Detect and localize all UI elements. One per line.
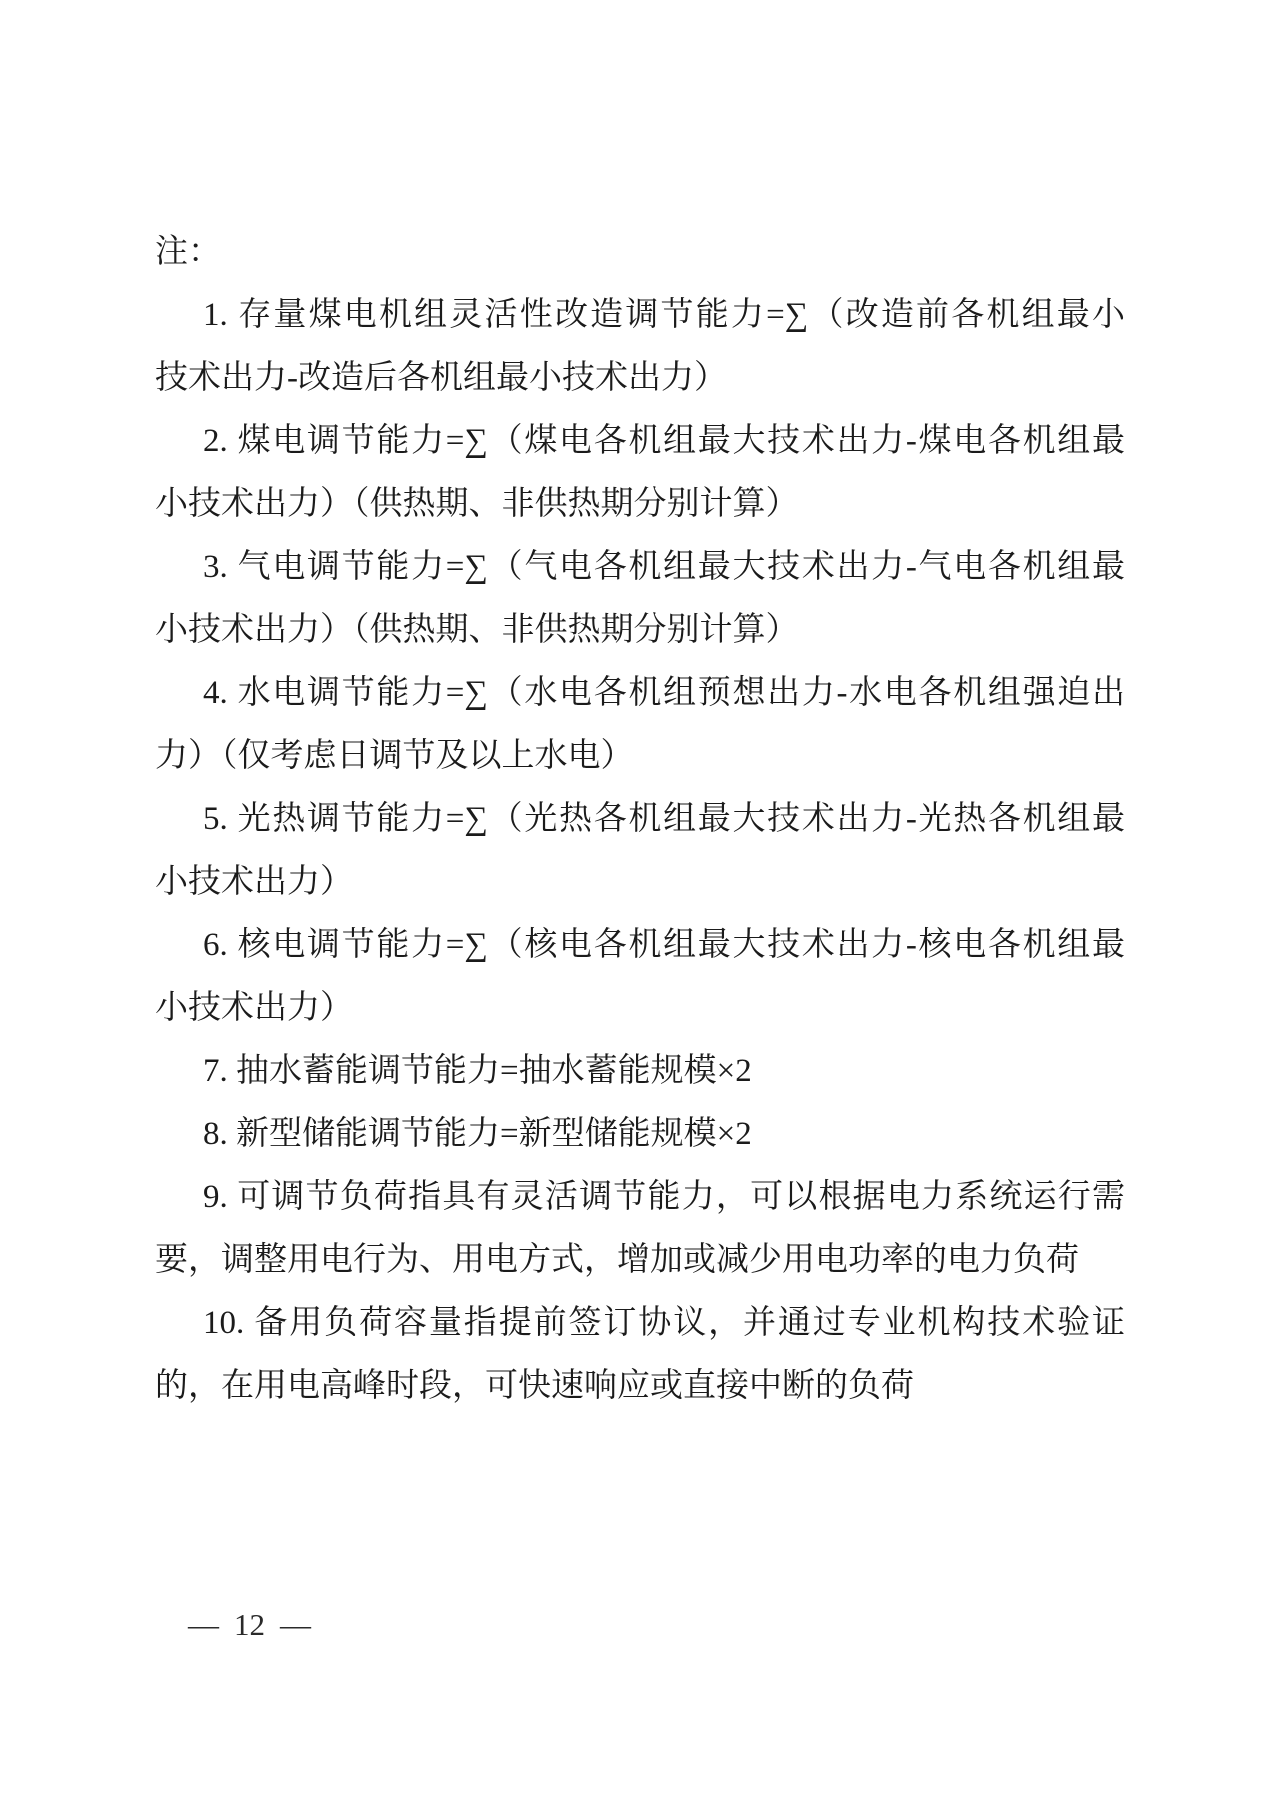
- page-number-value: 12: [234, 1607, 265, 1642]
- text-line: 小技术出力）: [155, 864, 353, 900]
- text-line: 小技术出力）: [155, 990, 353, 1026]
- text-line: 9. 可调节负荷指具有灵活调节能力，可以根据电力系统运行需: [203, 1179, 1125, 1215]
- text-line: 要，调整用电行为、用电方式，增加或减少用电功率的电力负荷: [155, 1242, 1079, 1278]
- text-line: 小技术出力）（供热期、非供热期分别计算）: [155, 612, 799, 648]
- text-line: 力）（仅考虑日调节及以上水电）: [155, 738, 634, 774]
- text-line: 1. 存量煤电机组灵活性改造调节能力=∑（改造前各机组最小: [203, 297, 1125, 333]
- text-line: 5. 光热调节能力=∑（光热各机组最大技术出力-光热各机组最: [203, 801, 1125, 837]
- text-line: 小技术出力）（供热期、非供热期分别计算）: [155, 486, 799, 522]
- text-line: 10. 备用负荷容量指提前签订协议，并通过专业机构技术验证: [203, 1305, 1125, 1341]
- page-number-dash-right: —: [280, 1607, 311, 1642]
- text-line: 4. 水电调节能力=∑（水电各机组预想出力-水电各机组强迫出: [203, 675, 1125, 711]
- text-line: 6. 核电调节能力=∑（核电各机组最大技术出力-核电各机组最: [203, 927, 1125, 963]
- text-line: 3. 气电调节能力=∑（气电各机组最大技术出力-气电各机组最: [203, 549, 1125, 585]
- text-line: 8. 新型储能调节能力=新型储能规模×2: [203, 1116, 752, 1152]
- text-line: 2. 煤电调节能力=∑（煤电各机组最大技术出力-煤电各机组最: [203, 423, 1125, 459]
- text-line: 注：: [155, 234, 221, 270]
- page-number-dash-left: —: [188, 1607, 219, 1642]
- page-number: [188, 1605, 311, 1645]
- text-line: 技术出力-改造后各机组最小技术出力）: [155, 360, 727, 396]
- notes-body: [155, 221, 1125, 1418]
- text-line: 的，在用电高峰时段，可快速响应或直接中断的负荷: [155, 1368, 914, 1404]
- text-line: 7. 抽水蓄能调节能力=抽水蓄能规模×2: [203, 1053, 752, 1089]
